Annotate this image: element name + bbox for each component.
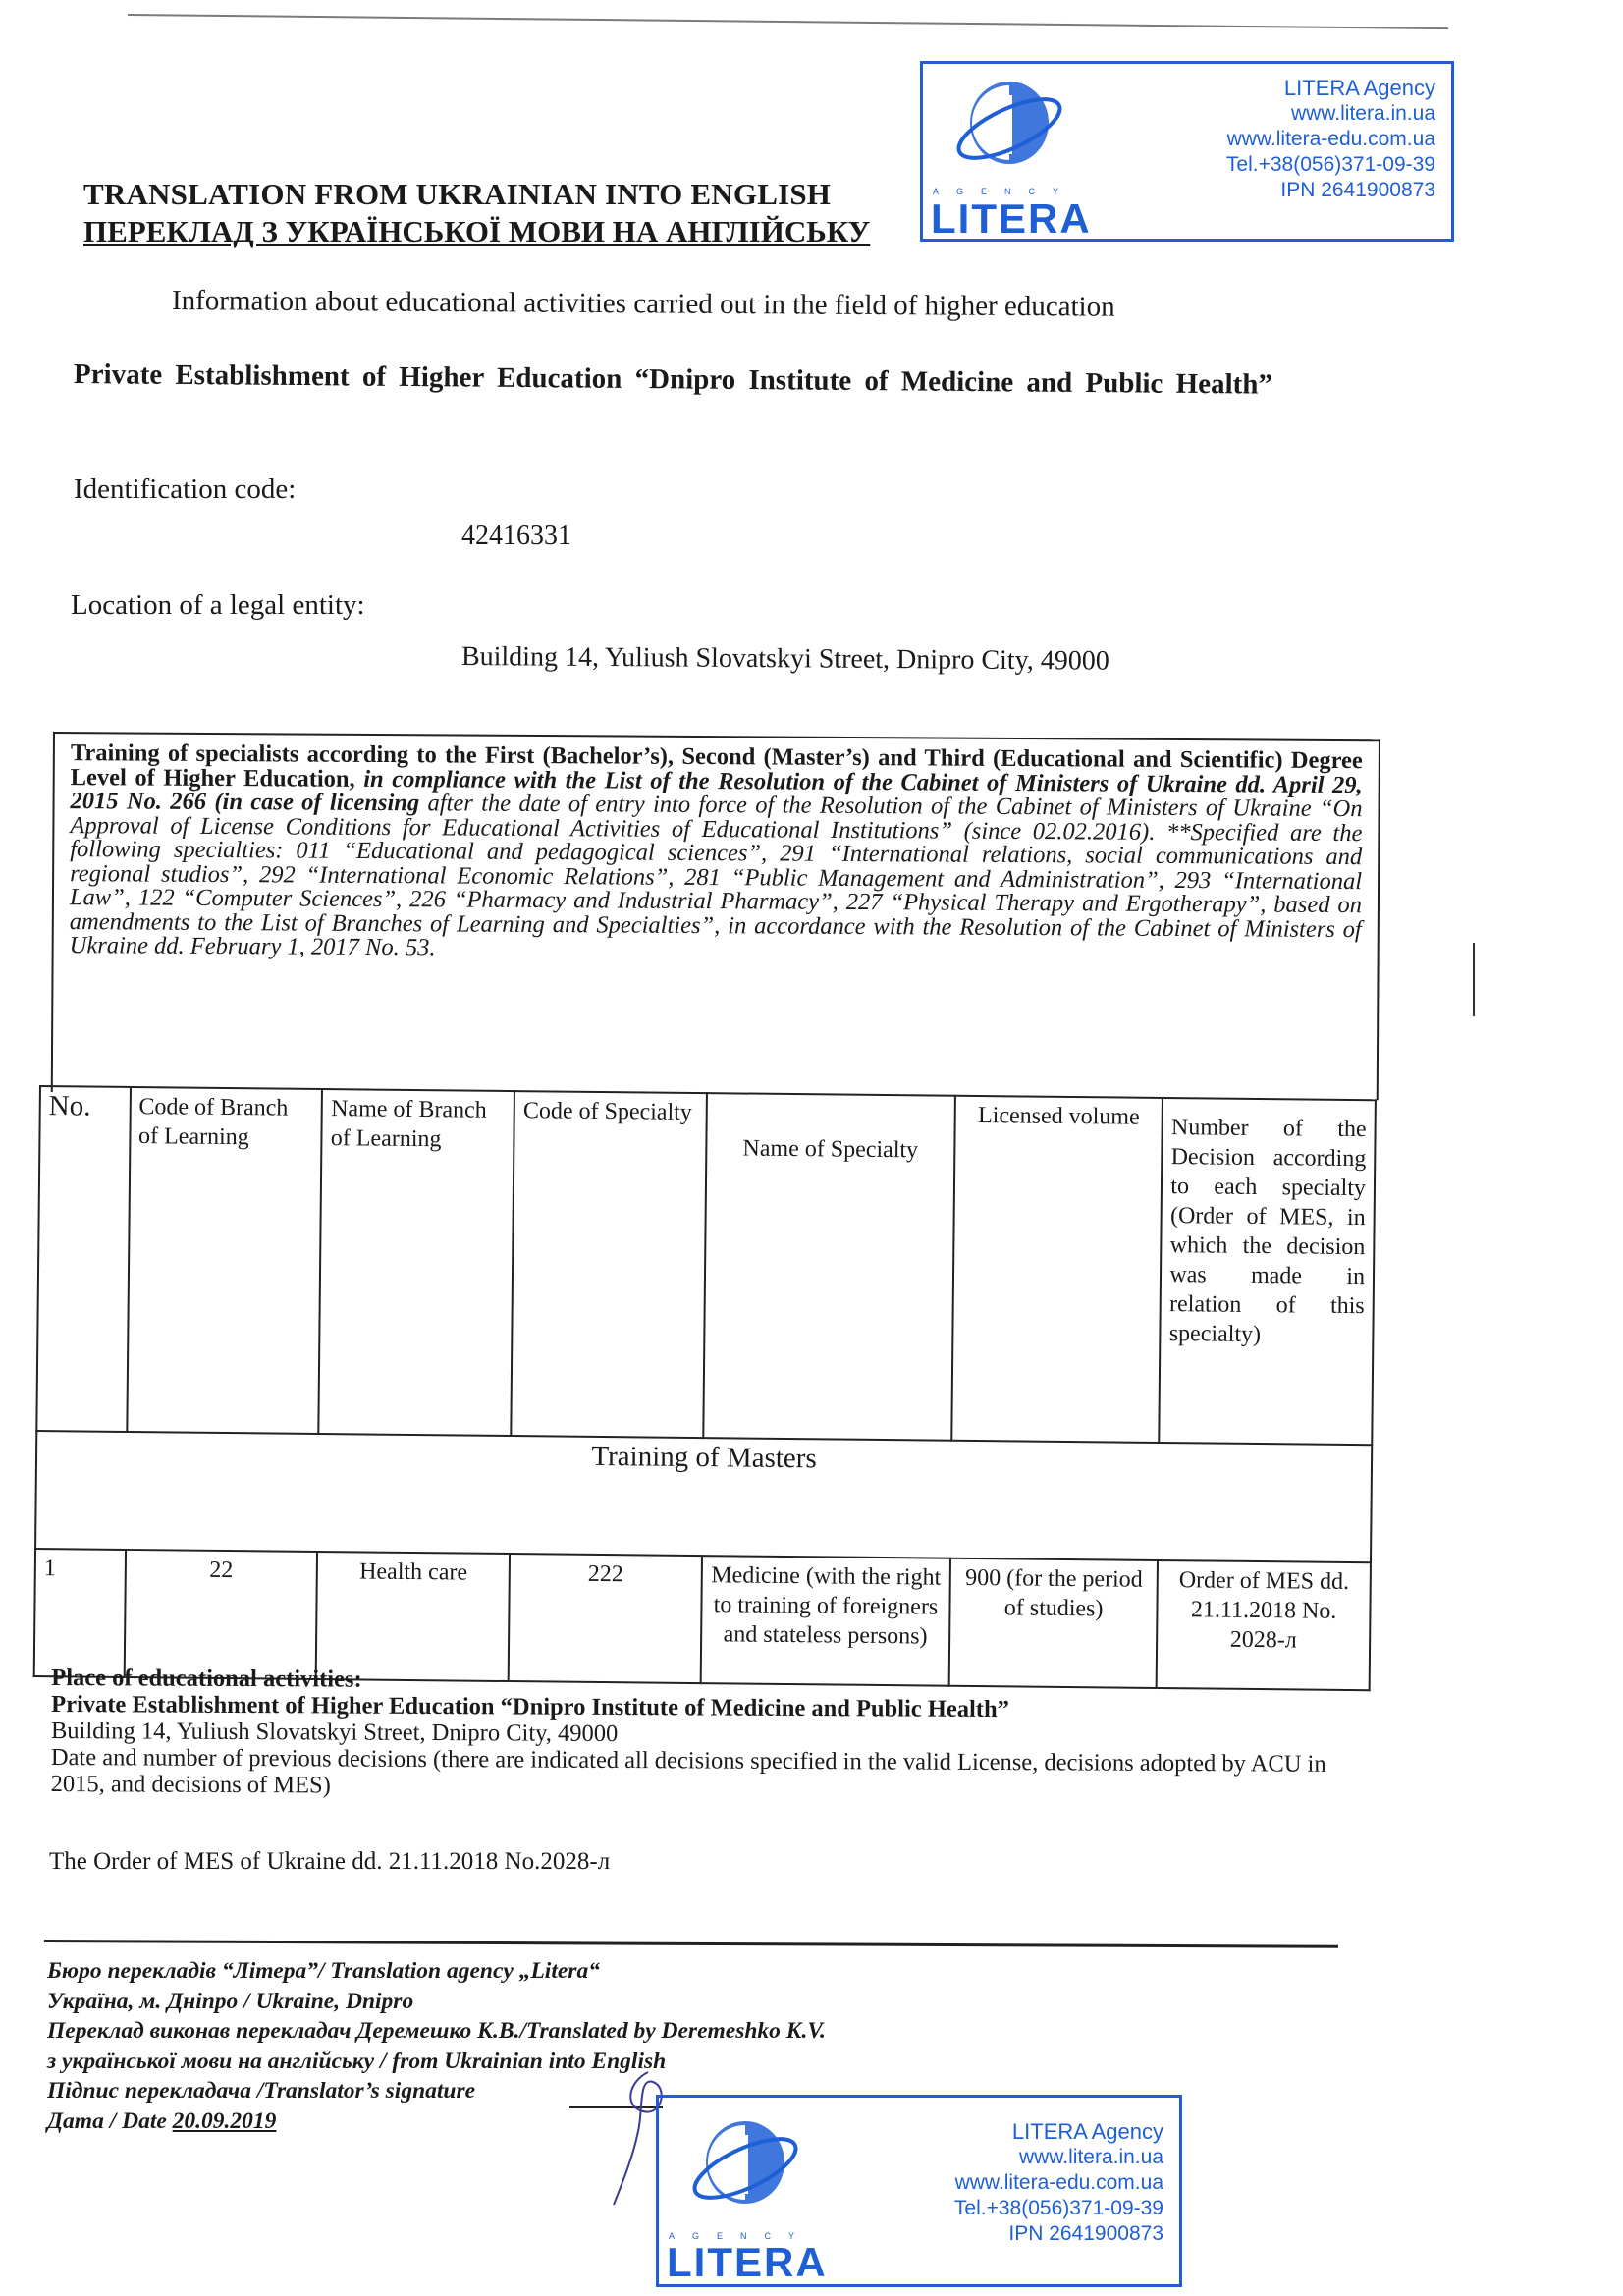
stamp-line: Tel.+38(056)371-09-39	[1225, 153, 1435, 176]
stamp-line: IPN 2641900873	[1008, 2222, 1163, 2245]
globe-logo-icon	[950, 72, 1068, 180]
date-value: 20.09.2019	[172, 2107, 277, 2134]
stamp-line: LITERA Agency	[1011, 2119, 1163, 2144]
footer-location: Україна, м. Дніпро / Ukraine, Dnipro	[47, 1988, 414, 2014]
place-address: Building 14, Yuliush Slovatskyi Street, Dnipro City, 49000	[50, 1718, 619, 1748]
date-label: Дата / Date	[47, 2107, 173, 2134]
footer-divider	[44, 1940, 1338, 1948]
training-description-box	[51, 732, 1380, 1100]
stamp-line: www.litera.in.ua	[1290, 102, 1435, 125]
info-title: Information about educational activities carried out in the field of higher education	[171, 285, 1115, 323]
specialties-table	[33, 1085, 1377, 1691]
description-bold-italic: in compliance with the List of the Resolution of the Cabinet of Ministers of Ukraine dd. April 29, 2015 No. 266 (in case of licensing	[70, 765, 1363, 817]
section-row	[35, 1431, 1372, 1562]
stamp-brand: LITERA	[931, 195, 1092, 242]
globe-logo-icon	[686, 2111, 804, 2219]
cell-licensed-volume: 900 (for the period of studies)	[949, 1558, 1159, 1688]
translation-header-uk: ПЕРЕКЛАД З УКРАЇНСЬКОЇ МОВИ НА АНГЛІЙСЬКУ	[83, 214, 871, 248]
stamp-contact-lines	[1226, 76, 1435, 203]
location-value: Building 14, Yuliush Slovatskyi Street, Dnipro City, 49000	[460, 641, 1109, 677]
id-code-label: Identification code:	[74, 473, 297, 505]
cell-no: 1	[34, 1549, 126, 1677]
cell-decision: Order of MES dd. 21.11.2018 No. 2028-л	[1157, 1560, 1371, 1690]
col-branch-name: Name of Branch of Learning	[319, 1089, 514, 1436]
scan-mark	[1473, 943, 1475, 1016]
stamp-line: Tel.+38(056)371-09-39	[953, 2197, 1163, 2219]
footer-signature-label: Підпис перекладача /Translator’s signature	[47, 2078, 476, 2104]
col-specialty-name: Name of Specialty	[703, 1093, 955, 1441]
col-licensed-volume: Licensed volume	[951, 1096, 1163, 1443]
litera-stamp-top	[920, 61, 1454, 242]
cell-branch-name: Health care	[316, 1552, 510, 1681]
previous-decisions: Date and number of previous decisions (there are indicated all decisions specified in the valid License, decisions adopted by ACU in 2015, and decisions of MES)	[50, 1743, 1326, 1799]
col-specialty-code: Code of Specialty	[511, 1091, 706, 1438]
location-label: Location of a legal entity:	[71, 589, 365, 621]
stamp-line: www.litera-edu.com.ua	[954, 2171, 1163, 2194]
col-decision: Number of the Decision according to each specialty (Order of MES, in which the decision was made in relation of this specialty)	[1160, 1098, 1376, 1445]
cell-specialty-name: Medicine (with the right to training of foreigners and stateless persons)	[701, 1556, 950, 1686]
footer-direction: з української мови на англійську / from Ukrainian into English	[47, 2048, 667, 2074]
order-reference: The Order of MES of Ukraine dd. 21.11.2018 No.2028-л	[49, 1848, 611, 1875]
table-header-row	[36, 1086, 1376, 1445]
stamp-agency-letters: AGENCY	[933, 187, 1077, 196]
description-bold: Training of specialists according to the First (Bachelor’s), Second (Master’s) and Third (Educational and Scientific) Degree Level of Higher Education,	[70, 739, 1363, 793]
cell-branch-code: 22	[124, 1550, 317, 1679]
place-org-name: Private Establishment of Higher Education “Dnipro Institute of Medicine and Public Health”	[51, 1691, 1009, 1723]
training-description	[70, 741, 1363, 966]
section-title: Training of Masters	[35, 1431, 1372, 1562]
stamp-agency-letters: AGENCY	[669, 2231, 813, 2241]
cell-specialty-code: 222	[509, 1554, 702, 1683]
col-branch-code: Code of Branch of Learning	[127, 1087, 322, 1434]
stamp-brand: LITERA	[667, 2239, 828, 2285]
place-label: Place of educational activities:	[51, 1665, 362, 1693]
footer-translator: Переклад виконав перекладач Деремешко К.В./Translated by Deremeshko K.V.	[47, 2018, 826, 2044]
footer-agency: Бюро перекладів “Літера”/ Translation agency „Litera“	[47, 1958, 600, 1984]
stamp-line: www.litera.in.ua	[1018, 2146, 1163, 2168]
translation-header-en: TRANSLATION FROM UKRAINIAN INTO ENGLISH	[83, 177, 832, 211]
place-section	[51, 1665, 1368, 1804]
stamp-line: www.litera-edu.com.ua	[1226, 128, 1435, 150]
col-no: No.	[36, 1086, 130, 1432]
litera-stamp-bottom	[656, 2095, 1182, 2287]
stamp-contact-lines	[954, 2119, 1163, 2247]
organization-name: Private Establishment of Higher Education “Dnipro Institute of Medicine and Public Health”	[73, 358, 1273, 401]
description-italic: after the date of entry into force of the Resolution of the Cabinet of Ministers of Ukraine “On Approval of License Conditions for Educational Activities of Educational Institutions” (since 02.02.2016). **Specified are the following specialties: 011 “Educational and pedagogical sciences”, 291 “International relations, social communications and regional studios”, 292 “International Economic Relations”, 281 “Public Management and Administration”, 293 “International Law”, 122 “Computer Sciences”, 226 “Pharmacy and Industrial Pharmacy”, 227 “Physical Therapy and Ergotherapy”, based on amendments to the List of Branches of Learning and Specialties”, in accordance with the Resolution of the Cabinet of Ministers of Ukraine dd. February 1, 2017 No. 53.	[69, 790, 1363, 961]
stamp-line: LITERA Agency	[1283, 76, 1435, 100]
page-edge-line	[128, 14, 1448, 29]
id-code-value: 42416331	[461, 520, 571, 551]
stamp-line: IPN 2641900873	[1280, 179, 1435, 201]
